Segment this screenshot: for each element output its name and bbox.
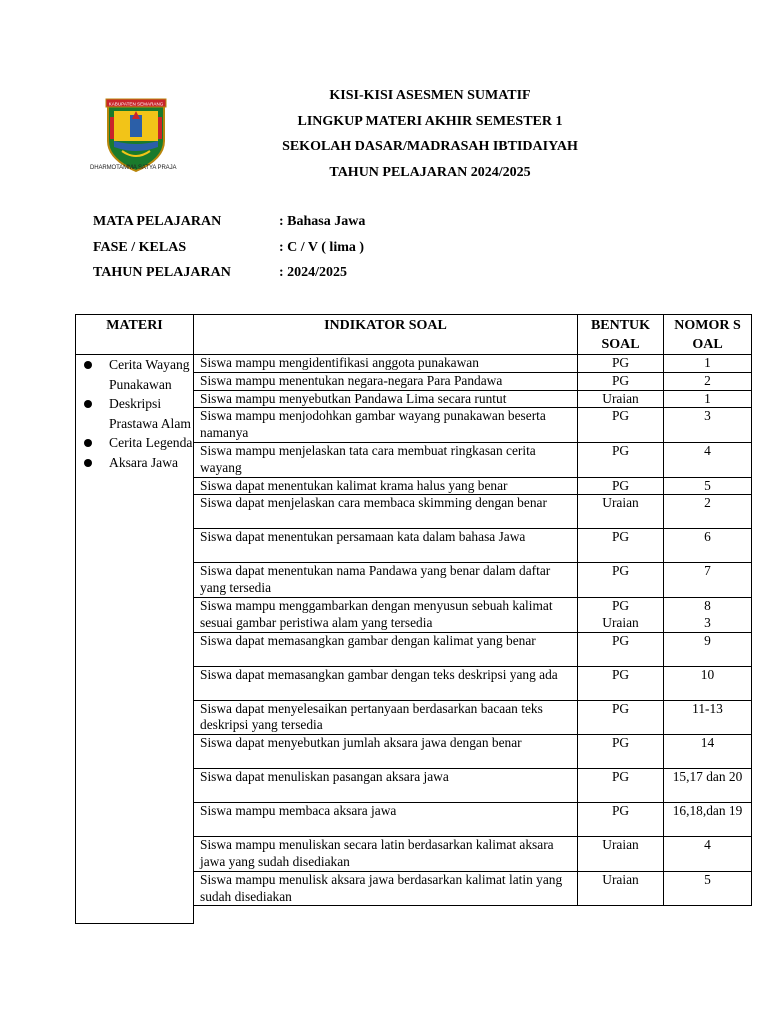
bentuk-cell: PG: [578, 563, 664, 598]
document-title: [160, 86, 700, 188]
info-block: [93, 212, 493, 289]
bentuk-cell: PG: [578, 477, 664, 495]
nomor-cell: 7: [664, 563, 752, 598]
nomor-cell: 14: [664, 735, 752, 769]
nomor-line: 8: [704, 597, 711, 613]
bentuk-cell: PG: [578, 442, 664, 477]
nomor-cell: 5: [664, 477, 752, 495]
info-row-year: [93, 263, 493, 289]
materi-item-text: Cerita Wayang Punakawan: [109, 357, 190, 392]
bentuk-line: Uraian: [602, 614, 639, 630]
logo-caption: DHARMOTAMMA SATYA PRAJA: [90, 165, 177, 171]
indikator-cell: Siswa mampu menjelaskan tata cara membuat ringkasan cerita wayang: [194, 442, 578, 477]
kisi-kisi-table: [75, 314, 752, 924]
nomor-cell: 11-13: [664, 700, 752, 735]
bullet-icon: [84, 459, 92, 467]
indikator-cell: Siswa mampu menyebutkan Pandawa Lima secara runtut: [194, 390, 578, 408]
indikator-cell: Siswa dapat memasangkan gambar dengan teks deskripsi yang ada: [194, 666, 578, 700]
bentuk-cell: Uraian: [578, 495, 664, 529]
bentuk-cell: PG: [578, 735, 664, 769]
materi-item: [84, 433, 193, 453]
bentuk-cell: PG: [578, 666, 664, 700]
materi-item: [84, 394, 193, 433]
bentuk-cell: Uraian: [578, 837, 664, 872]
header-materi: MATERI: [76, 315, 194, 355]
bentuk-cell: [578, 597, 664, 632]
indikator-cell: Siswa mampu menulisk aksara jawa berdasarkan kalimat latin yang sudah disediakan: [194, 871, 578, 906]
nomor-cell: 5: [664, 871, 752, 906]
nomor-cell: 4: [664, 442, 752, 477]
nomor-cell: 1: [664, 355, 752, 373]
bullet-icon: [84, 439, 92, 447]
indikator-cell: Siswa mampu menuliskan secara latin berdasarkan kalimat aksara jawa yang sudah disediakan: [194, 837, 578, 872]
table-body: [76, 355, 752, 924]
kisi-kisi-table-wrapper: [75, 314, 752, 924]
indikator-cell: Siswa mampu mengidentifikasi anggota punakawan: [194, 355, 578, 373]
indikator-cell: Siswa dapat menuliskan pasangan aksara jawa: [194, 769, 578, 803]
nomor-cell: [664, 597, 752, 632]
materi-item-text: Aksara Jawa: [109, 454, 179, 470]
materi-list: [76, 355, 193, 472]
bentuk-cell: PG: [578, 803, 664, 837]
indikator-cell: Siswa mampu menggambarkan dengan menyusun sebuah kalimat sesuai gambar peristiwa alam yang tersedia: [194, 597, 578, 632]
indikator-cell: Siswa mampu menjodohkan gambar wayang punakawan beserta namanya: [194, 408, 578, 443]
title-line: SEKOLAH DASAR/MADRASAH IBTIDAIYAH: [282, 139, 578, 154]
header-nomor: NOMOR S OAL: [664, 315, 752, 355]
indikator-cell: Siswa dapat menentukan persamaan kata dalam bahasa Jawa: [194, 529, 578, 563]
bentuk-cell: PG: [578, 529, 664, 563]
indikator-cell: Siswa dapat menyelesaikan pertanyaan berdasarkan bacaan teks deskripsi yang tersedia: [194, 700, 578, 735]
indikator-cell: Siswa mampu menentukan negara-negara Para Pandawa: [194, 372, 578, 390]
title-line: LINGKUP MATERI AKHIR SEMESTER 1: [297, 113, 563, 129]
info-row-subject: [93, 212, 493, 238]
nomor-cell: 4: [664, 837, 752, 872]
indikator-cell: Siswa dapat menentukan nama Pandawa yang benar dalam daftar yang tersedia: [194, 563, 578, 598]
materi-item-text: Cerita Legenda: [109, 435, 193, 450]
indikator-cell: Siswa dapat menyebutkan jumlah aksara jawa dengan benar: [194, 735, 578, 769]
bentuk-cell: Uraian: [578, 871, 664, 906]
nomor-cell: 2: [664, 372, 752, 390]
nomor-cell: 3: [664, 408, 752, 443]
info-row-class: [93, 238, 493, 264]
bentuk-cell: PG: [578, 769, 664, 803]
bentuk-cell: PG: [578, 355, 664, 373]
info-value: : Bahasa Jawa: [279, 214, 366, 229]
nomor-cell: 1: [664, 390, 752, 408]
bentuk-cell: Uraian: [578, 390, 664, 408]
indikator-cell: Siswa dapat memasangkan gambar dengan kalimat yang benar: [194, 632, 578, 666]
materi-cell: [76, 355, 194, 924]
materi-item: [84, 453, 193, 473]
logo-banner-text: KABUPATEN SEMARANG: [108, 101, 164, 107]
table-header-row: [76, 315, 752, 355]
info-label: TAHUN PELAJARAN: [93, 265, 231, 280]
info-label: MATA PELAJARAN: [93, 214, 222, 229]
table-row: [76, 355, 752, 373]
bentuk-cell: PG: [578, 408, 664, 443]
nomor-cell: 16,18,dan 19: [664, 803, 752, 837]
info-value: : C / V ( lima ): [279, 239, 365, 255]
indikator-cell: Siswa dapat menjelaskan cara membaca skimming dengan benar: [194, 495, 578, 529]
bentuk-cell: PG: [578, 372, 664, 390]
nomor-cell: 6: [664, 529, 752, 563]
bullet-icon: [84, 361, 92, 369]
title-line: TAHUN PELAJARAN 2024/2025: [329, 164, 531, 180]
materi-item-text: Deskripsi Prastawa Alam: [109, 396, 191, 431]
materi-item: [84, 355, 193, 394]
bentuk-line: PG: [611, 597, 630, 613]
nomor-cell: 2: [664, 495, 752, 529]
info-value: : 2024/2025: [279, 265, 348, 280]
header-bentuk: BENTUK SOAL: [578, 315, 664, 355]
indikator-cell: Siswa dapat menentukan kalimat krama halus yang benar: [194, 477, 578, 495]
bentuk-cell: PG: [578, 632, 664, 666]
nomor-line: 3: [704, 614, 711, 630]
indikator-cell: Siswa mampu membaca aksara jawa: [194, 803, 578, 837]
header-indikator: INDIKATOR SOAL: [194, 315, 578, 355]
info-label: FASE / KELAS: [93, 239, 187, 255]
bullet-icon: [84, 400, 92, 408]
bentuk-cell: PG: [578, 700, 664, 735]
nomor-cell: 10: [664, 666, 752, 700]
title-line: KISI-KISI ASESMEN SUMATIF: [329, 88, 531, 103]
nomor-cell: 9: [664, 632, 752, 666]
nomor-cell: 15,17 dan 20: [664, 769, 752, 803]
